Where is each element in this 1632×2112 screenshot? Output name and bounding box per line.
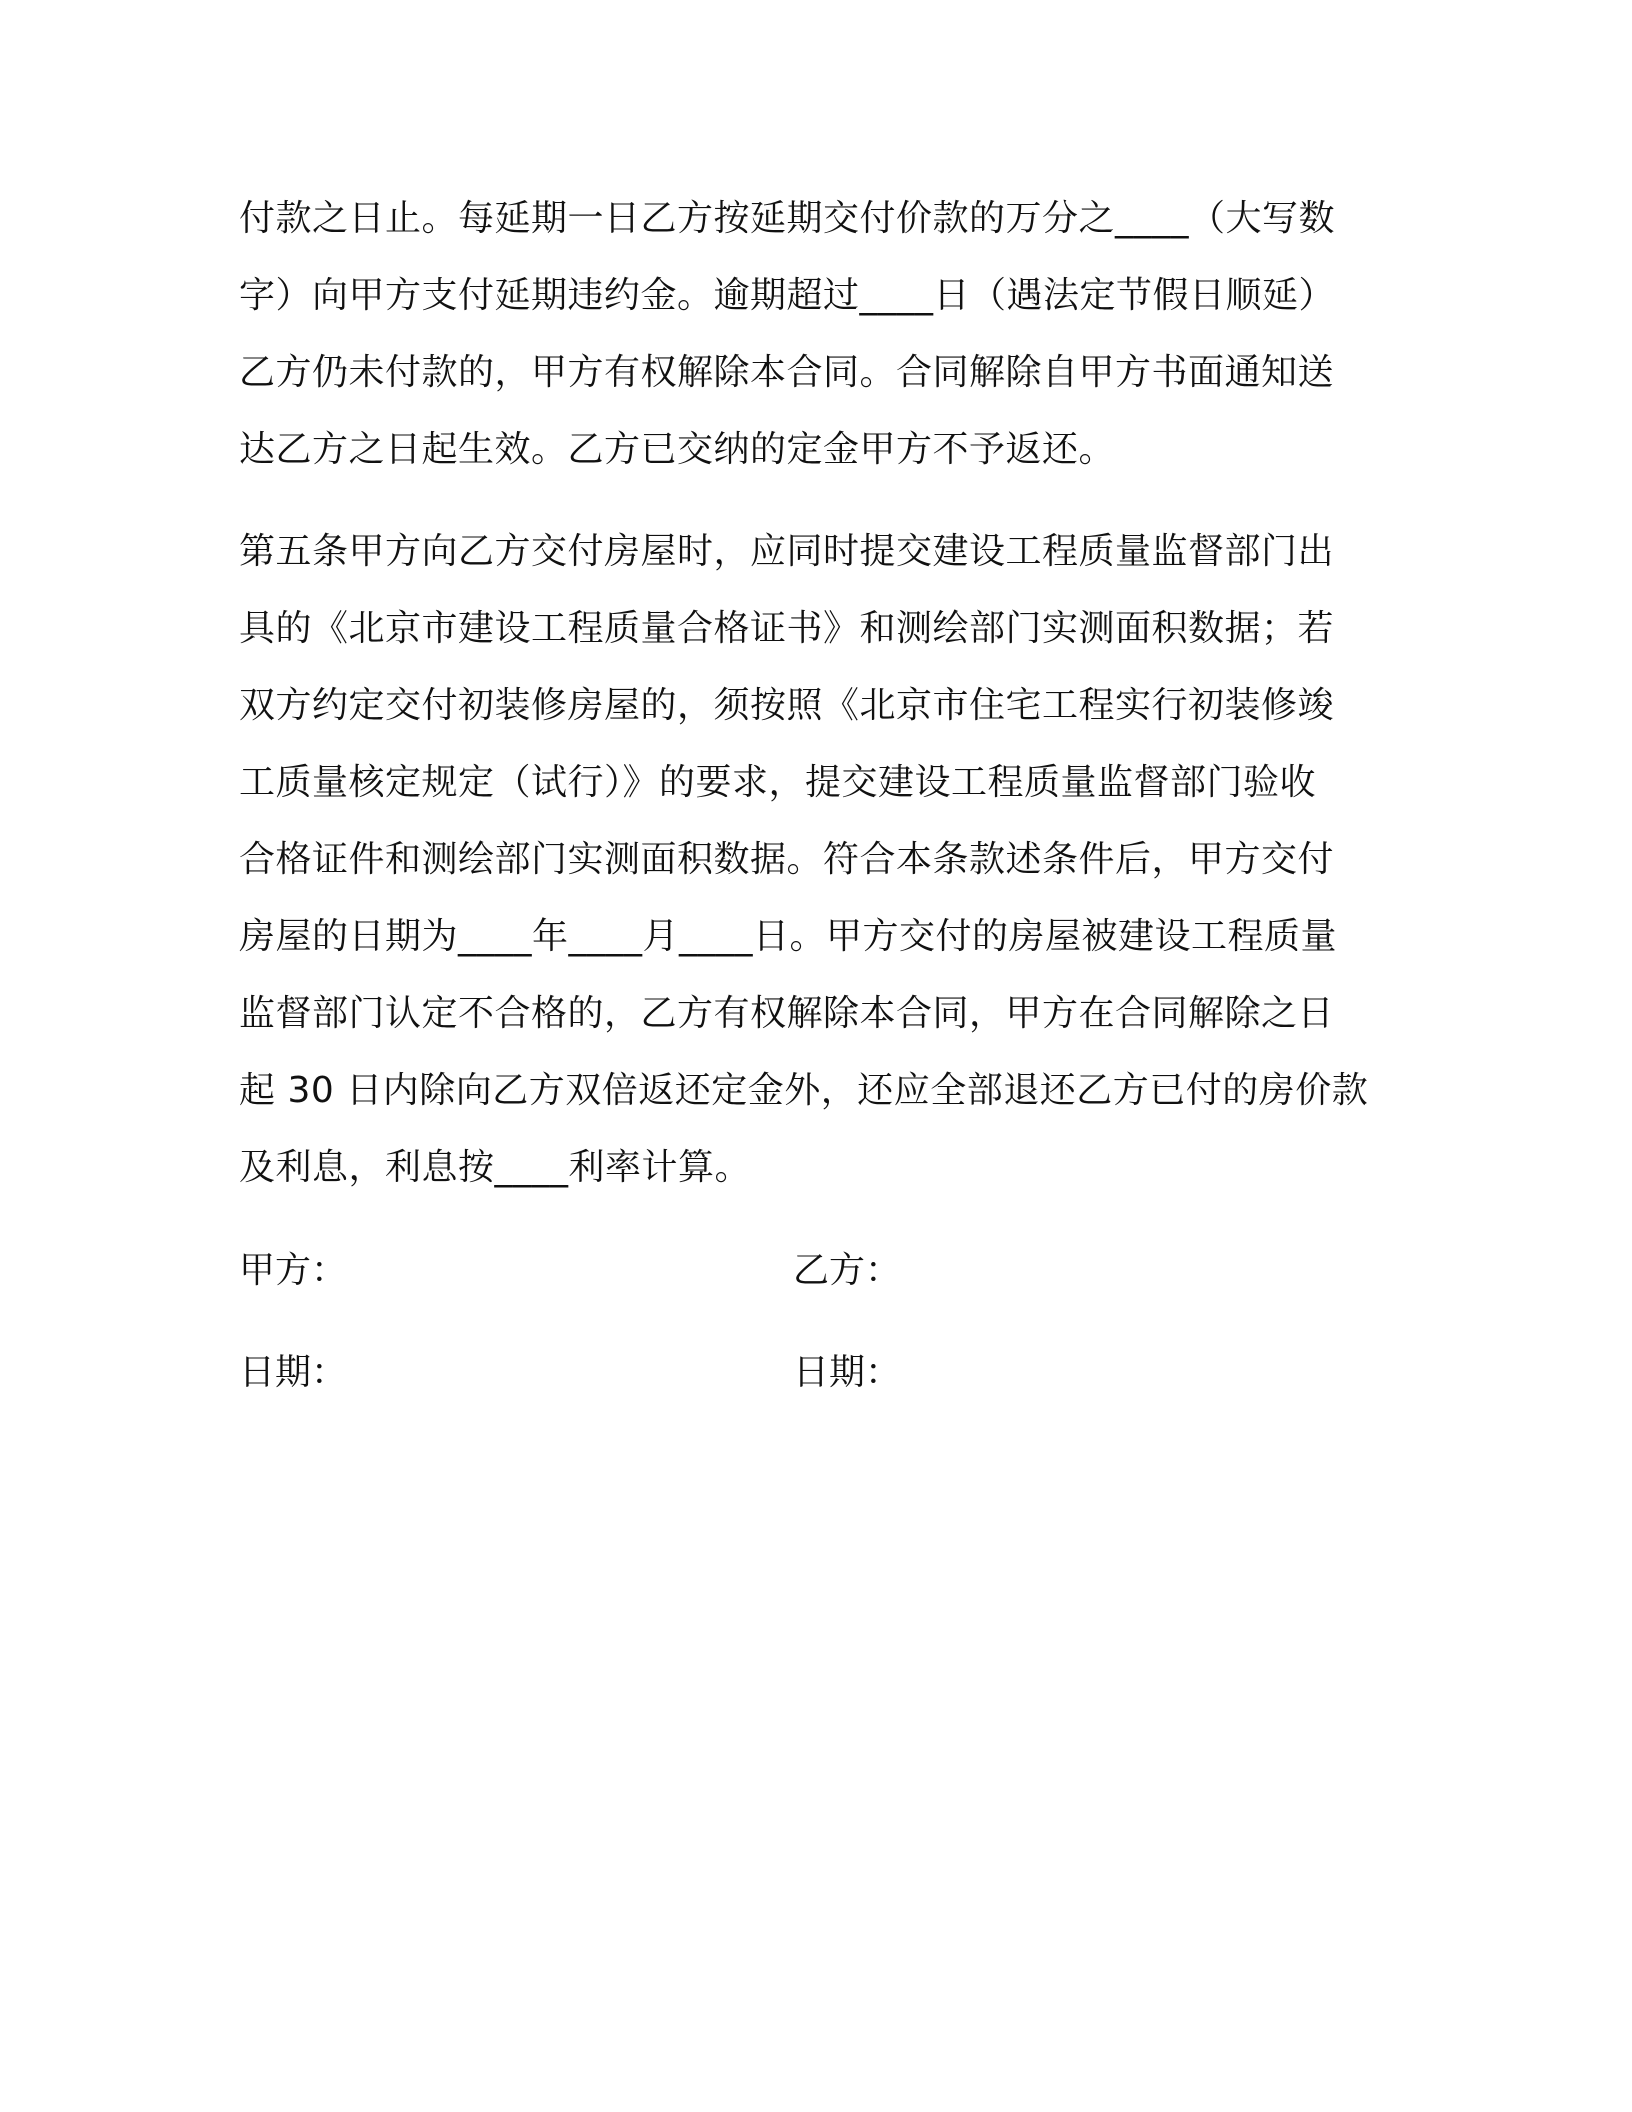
- paragraph-line: 双方约定交付初装修房屋的，须按照《北京市住宅工程实行初装修竣: [239, 685, 1335, 726]
- paragraph-line: 工质量核定规定（试行）》的要求，提交建设工程质量监督部门验收: [239, 762, 1317, 803]
- paragraph-line: 达乙方之日起生效。乙方已交纳的定金甲方不予返还。: [239, 429, 1116, 470]
- paragraph-line: 及利息，利息按____利率计算。: [239, 1147, 752, 1188]
- paragraph-payment-delay: [239, 180, 1399, 488]
- party-b-label: 乙方：: [793, 1250, 902, 1291]
- paragraph-line: 房屋的日期为____年____月____日。甲方交付的房屋被建设工程质量: [239, 916, 1338, 957]
- paragraph-line: 具的《北京市建设工程质量合格证书》和测绘部门实测面积数据；若: [239, 608, 1335, 649]
- paragraph-article-five: [239, 513, 1399, 1206]
- paragraph-line: 合格证件和测绘部门实测面积数据。符合本条款述条件后，甲方交付: [239, 839, 1335, 880]
- date-b-label: 日期：: [793, 1352, 902, 1393]
- paragraph-line: 付款之日止。每延期一日乙方按延期交付价款的万分之____（大写数: [239, 198, 1336, 239]
- party-a-label: 甲方：: [239, 1250, 348, 1291]
- paragraph-line: 字）向甲方支付延期违约金。逾期超过____日（遇法定节假日顺延）: [239, 275, 1336, 316]
- paragraph-line: 监督部门认定不合格的，乙方有权解除本合同，甲方在合同解除之日: [239, 993, 1335, 1034]
- paragraph-line: 乙方仍未付款的，甲方有权解除本合同。合同解除自甲方书面通知送: [239, 352, 1335, 393]
- date-a-label: 日期：: [239, 1352, 348, 1393]
- paragraph-line: 起 30 日内除向乙方双倍返还定金外，还应全部退还乙方已付的房价款: [239, 1070, 1369, 1111]
- paragraph-line: 第五条甲方向乙方交付房屋时，应同时提交建设工程质量监督部门出: [239, 531, 1335, 572]
